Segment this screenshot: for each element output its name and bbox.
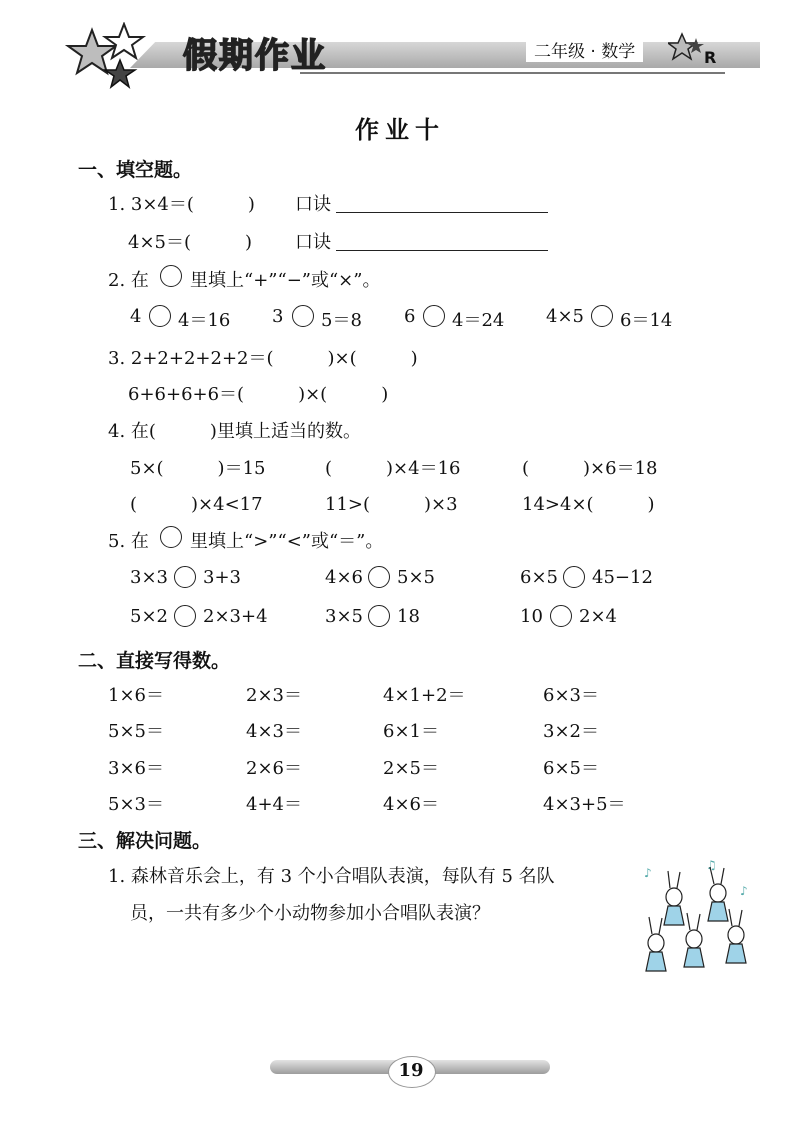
q2-item4-right: 6＝14 bbox=[620, 310, 673, 331]
edition-label: R bbox=[704, 48, 717, 67]
q5-r1-c2-right: 5×5 bbox=[397, 567, 435, 588]
q5-heading-circle bbox=[160, 526, 182, 548]
q4-r1-c1: 5×( )＝15 bbox=[130, 458, 266, 479]
section-heading-word-problems: 三、解决问题。 bbox=[78, 830, 212, 852]
calc-r1-c1: 1×6＝ bbox=[108, 685, 164, 706]
q5-r1-c3-circle[interactable] bbox=[563, 566, 585, 588]
q2-item3-circle[interactable] bbox=[423, 305, 445, 327]
page-number: 19 bbox=[398, 1060, 424, 1081]
svg-text:♪: ♪ bbox=[740, 884, 748, 898]
calc-r2-c1: 5×5＝ bbox=[108, 721, 164, 742]
q2-item3-right: 4＝24 bbox=[452, 310, 505, 331]
header-title: 假期作业 bbox=[183, 36, 327, 76]
q1-equation-a: 1. 3×4＝( ) bbox=[108, 194, 255, 215]
q5-r1-c3-right: 45−12 bbox=[592, 567, 653, 588]
calc-r1-c3: 4×1+2＝ bbox=[383, 685, 466, 706]
q4-r1-c3: ( )×6＝18 bbox=[522, 458, 658, 479]
svg-text:♪: ♪ bbox=[644, 866, 652, 880]
calc-r3-c4: 6×5＝ bbox=[543, 758, 599, 779]
q5-r1-c1-left: 3×3 bbox=[130, 567, 168, 588]
q5-r1-c1-circle[interactable] bbox=[174, 566, 196, 588]
q5-r2-c3-left: 10 bbox=[520, 606, 543, 627]
bunny-choir-illustration bbox=[636, 855, 761, 985]
q4-r2-c3: 14>4×( ) bbox=[522, 494, 655, 515]
q1-answer-line-a[interactable] bbox=[336, 211, 548, 213]
calc-r2-c4: 3×2＝ bbox=[543, 721, 599, 742]
svg-text:♫: ♫ bbox=[706, 858, 717, 872]
q2-item1-left: 4 bbox=[130, 306, 142, 327]
q5-r2-c3-right: 2×4 bbox=[579, 606, 617, 627]
q2-heading-circle bbox=[160, 265, 182, 287]
q2-item2-right: 5＝8 bbox=[321, 310, 362, 331]
calc-r2-c3: 6×1＝ bbox=[383, 721, 439, 742]
q5-r1-c1-right: 3+3 bbox=[203, 567, 241, 588]
q5-heading-pre: 5. 在 bbox=[108, 531, 149, 552]
calc-r2-c2: 4×3＝ bbox=[246, 721, 302, 742]
q2-heading-pre: 2. 在 bbox=[108, 270, 149, 291]
q1-equation-b: 4×5＝( ) bbox=[128, 232, 253, 253]
calc-r4-c4: 4×3+5＝ bbox=[543, 794, 626, 815]
calc-r1-c2: 2×3＝ bbox=[246, 685, 302, 706]
q5-r2-c1-left: 5×2 bbox=[130, 606, 168, 627]
q5-r2-c3-circle[interactable] bbox=[550, 605, 572, 627]
q1-label-a: 口诀 bbox=[295, 194, 331, 215]
q2-item4-circle[interactable] bbox=[591, 305, 613, 327]
q5-r1-c2-circle[interactable] bbox=[368, 566, 390, 588]
q3-equation-b: 6+6+6+6＝( )×( ) bbox=[128, 384, 389, 405]
header-rule bbox=[300, 72, 725, 74]
q5-r2-c2-circle[interactable] bbox=[368, 605, 390, 627]
small-star-icon bbox=[668, 30, 708, 66]
q5-heading-post: 里填上“>”“<”或“＝”。 bbox=[190, 531, 384, 552]
calc-r4-c3: 4×6＝ bbox=[383, 794, 439, 815]
word-problem-line2: 员，一共有多少个小动物参加小合唱队表演？ bbox=[130, 903, 490, 924]
q4-r2-c2: 11>( )×3 bbox=[325, 494, 458, 515]
q4-heading: 4. 在( )里填上适当的数。 bbox=[108, 421, 361, 442]
q2-item3-left: 6 bbox=[404, 306, 416, 327]
section-heading-fill-blank: 一、填空题。 bbox=[78, 159, 193, 181]
q2-item1-circle[interactable] bbox=[149, 305, 171, 327]
q5-r2-c1-right: 2×3+4 bbox=[203, 606, 268, 627]
q5-r2-c2-left: 3×5 bbox=[325, 606, 363, 627]
q1-answer-line-b[interactable] bbox=[336, 249, 548, 251]
calc-r4-c1: 5×3＝ bbox=[108, 794, 164, 815]
q4-r1-c2: ( )×4＝16 bbox=[325, 458, 461, 479]
q2-item1-right: 4＝16 bbox=[178, 310, 231, 331]
calc-r3-c2: 2×6＝ bbox=[246, 758, 302, 779]
q5-r1-c3-left: 6×5 bbox=[520, 567, 558, 588]
q1-label-b: 口诀 bbox=[295, 232, 331, 253]
q5-r1-c2-left: 4×6 bbox=[325, 567, 363, 588]
q2-item2-left: 3 bbox=[272, 306, 284, 327]
q4-r2-c1: ( )×4<17 bbox=[130, 494, 263, 515]
q3-equation-a: 3. 2+2+2+2+2＝( )×( ) bbox=[108, 348, 418, 369]
section-heading-direct-answers: 二、直接写得数。 bbox=[78, 650, 231, 672]
header bbox=[0, 0, 800, 100]
q2-heading-post: 里填上“+”“−”或“×”。 bbox=[190, 270, 381, 291]
q5-r2-c1-circle[interactable] bbox=[174, 605, 196, 627]
calc-r3-c1: 3×6＝ bbox=[108, 758, 164, 779]
q2-item2-circle[interactable] bbox=[292, 305, 314, 327]
calc-r1-c4: 6×3＝ bbox=[543, 685, 599, 706]
word-problem-line1: 1. 森林音乐会上，有 3 个小合唱队表演，每队有 5 名队 bbox=[108, 866, 555, 887]
page-title: 作业十 bbox=[355, 115, 445, 144]
q2-item4-left: 4×5 bbox=[546, 306, 584, 327]
header-grade: 二年级 · 数学 bbox=[526, 37, 643, 62]
calc-r4-c2: 4+4＝ bbox=[246, 794, 302, 815]
calc-r3-c3: 2×5＝ bbox=[383, 758, 439, 779]
q5-r2-c2-right: 18 bbox=[397, 606, 420, 627]
